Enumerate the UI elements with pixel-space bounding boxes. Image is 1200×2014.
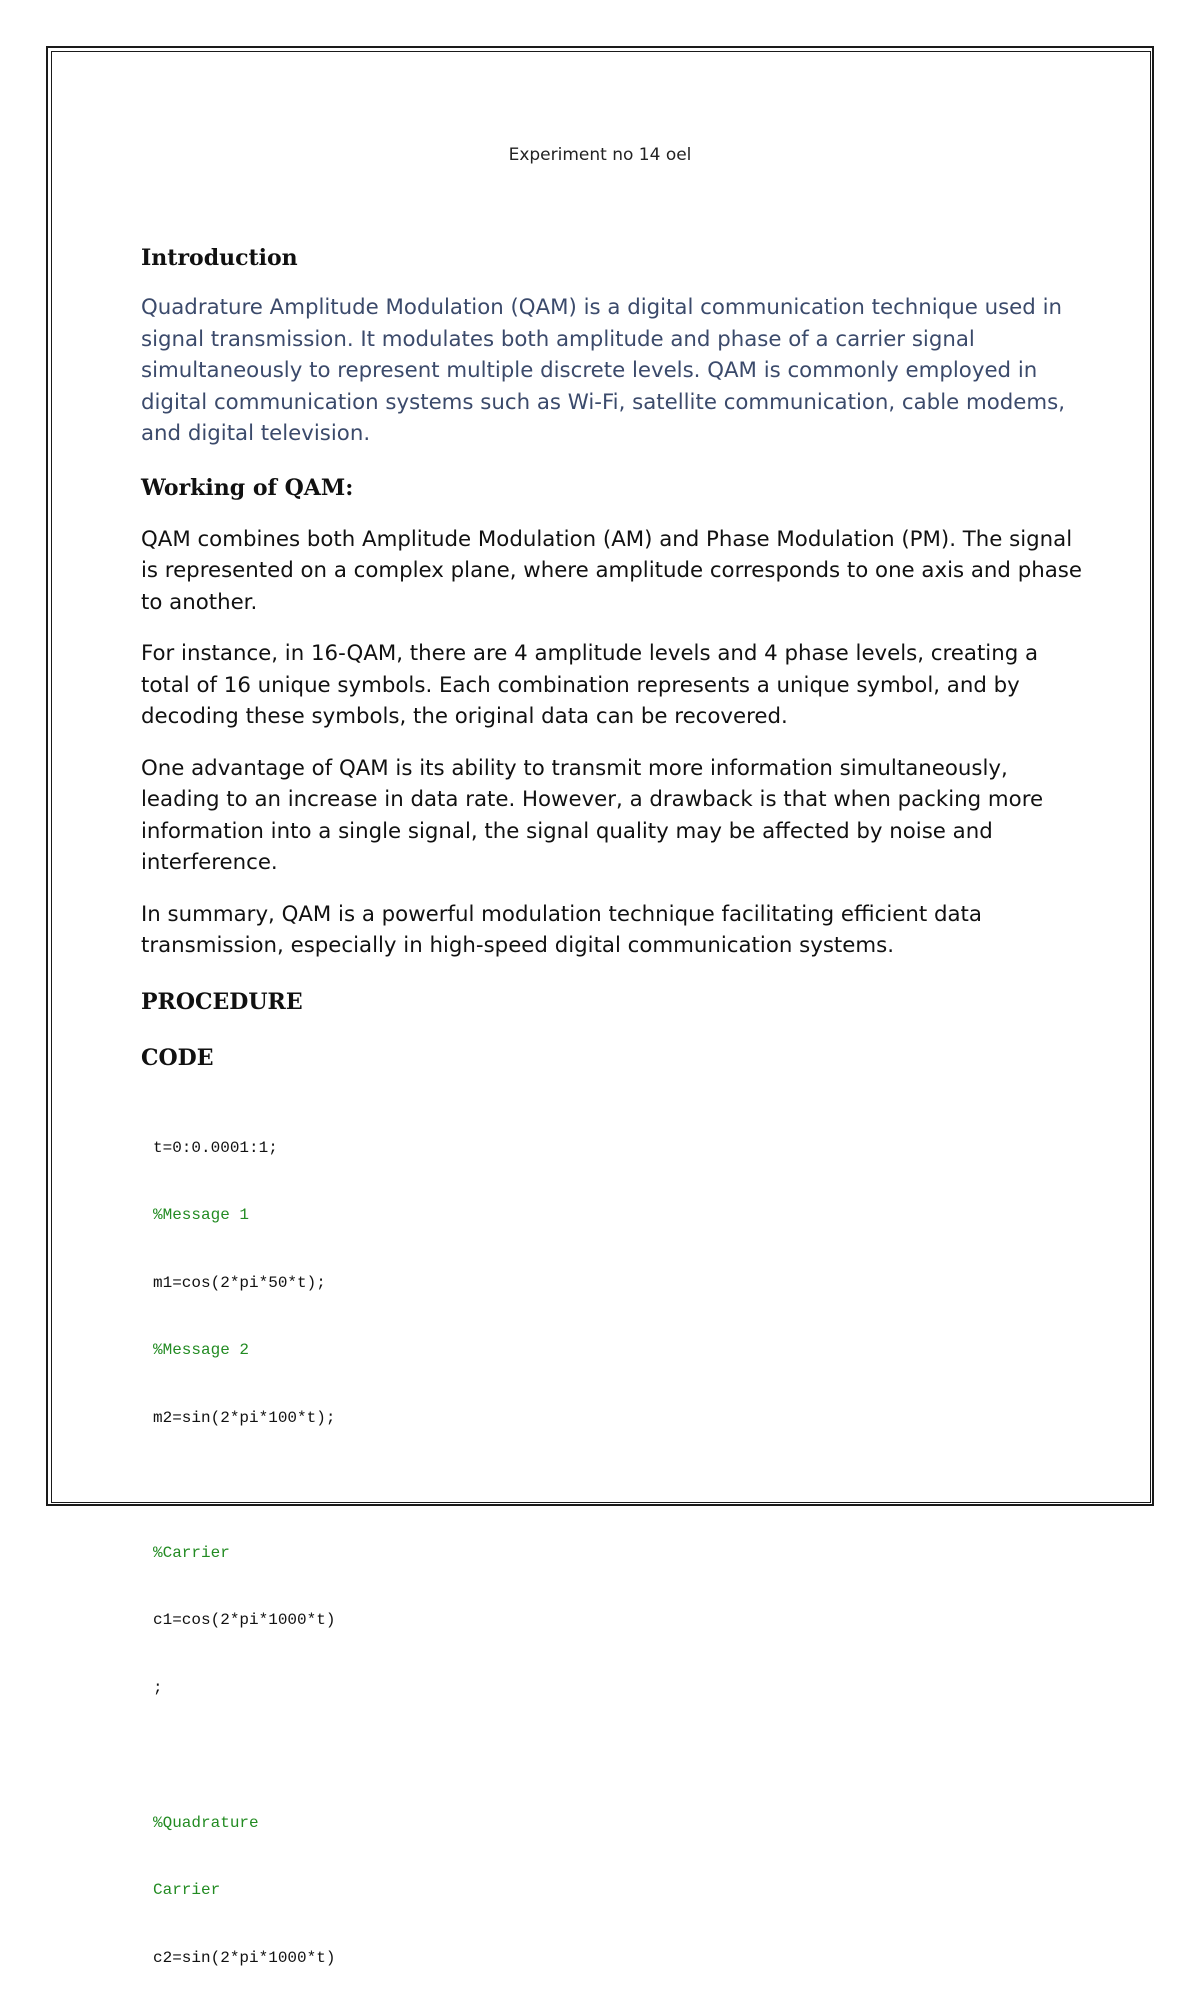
code-comment: %Message 1 bbox=[153, 1204, 1091, 1227]
working-heading: Working of QAM: bbox=[141, 474, 1091, 502]
page-header: Experiment no 14 oel bbox=[0, 145, 1200, 165]
code-comment: %Carrier bbox=[153, 1542, 1091, 1565]
working-paragraph-2: For instance, in 16-QAM, there are 4 amplitude levels and 4 phase levels, creating a total of 16 unique symbols. Each combination represents a unique symbol, and by decoding these symbols, the original data can be recovered. bbox=[141, 638, 1091, 733]
code-line: c1=cos(2*pi*1000*t) bbox=[153, 1609, 1091, 1632]
procedure-heading: PROCEDURE bbox=[141, 988, 1091, 1016]
introduction-heading: Introduction bbox=[141, 244, 1091, 272]
code-line: m2=sin(2*pi*100*t); bbox=[153, 1407, 1091, 1430]
code-line: ; bbox=[153, 1677, 1091, 1700]
code-blank-line bbox=[153, 1474, 1091, 1497]
code-comment: %Message 2 bbox=[153, 1339, 1091, 1362]
working-paragraph-4: In summary, QAM is a powerful modulation technique facilitating efficient data transmission, especially in high-speed digital communication systems. bbox=[141, 899, 1091, 962]
working-paragraph-3: One advantage of QAM is its ability to transmit more information simultaneously, leading to an increase in data rate. However, a drawback is that when packing more information into a single signal, the signal quality may be affected by noise and interference. bbox=[141, 753, 1091, 879]
code-line: t=0:0.0001:1; bbox=[153, 1137, 1091, 1160]
code-comment: %Quadrature bbox=[153, 1812, 1091, 1835]
code-blank-line bbox=[153, 1744, 1091, 1767]
introduction-paragraph: Quadrature Amplitude Modulation (QAM) is a digital communication technique used in signal transmission. It modulates both amplitude and phase of a carrier signal simultaneously to represent multiple discrete levels. QAM is commonly employed in digital communication systems such as Wi-Fi, satellite communication, cable modems, and digital television. bbox=[141, 292, 1091, 450]
document-body bbox=[141, 240, 1091, 2014]
working-paragraph-1: QAM combines both Amplitude Modulation (AM) and Phase Modulation (PM). The signal is represented on a complex plane, where amplitude corresponds to one axis and phase to another. bbox=[141, 524, 1091, 619]
code-line: m1=cos(2*pi*50*t); bbox=[153, 1272, 1091, 1295]
code-line: c2=sin(2*pi*1000*t) bbox=[153, 1947, 1091, 1970]
code-comment: Carrier bbox=[153, 1879, 1091, 1902]
code-heading: CODE bbox=[141, 1044, 1091, 1072]
